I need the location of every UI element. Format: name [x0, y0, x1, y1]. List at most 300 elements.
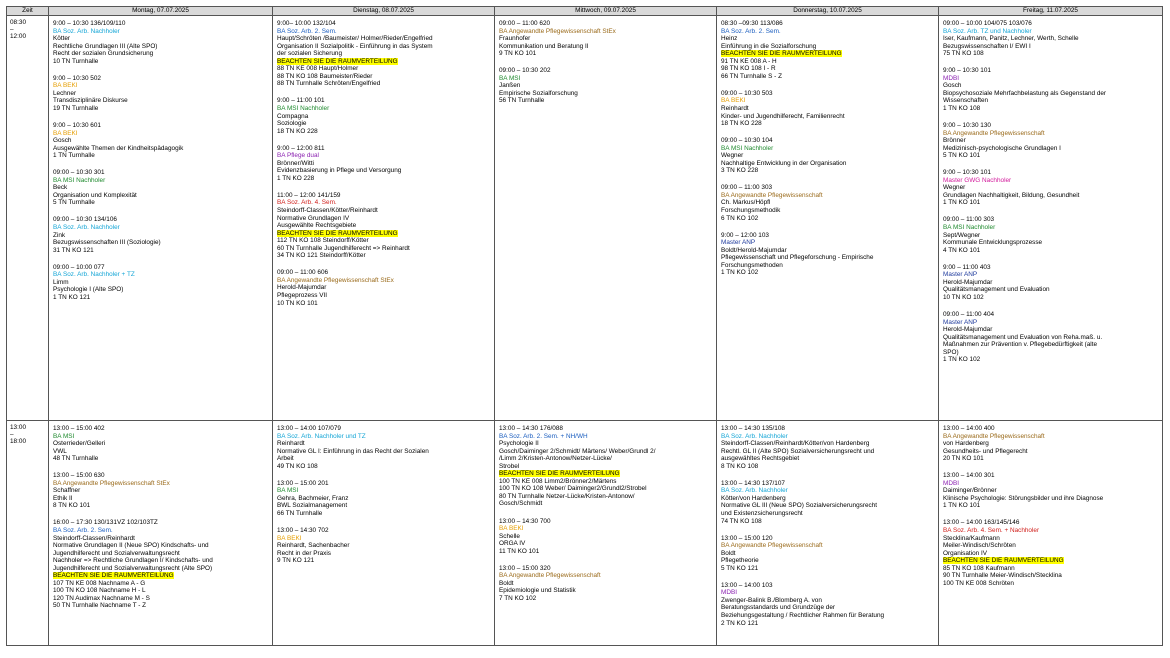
course-time: 13:00 – 15:00 201 [277, 479, 329, 487]
course-line: Brönner/Witti [277, 159, 314, 167]
course-entry [721, 90, 934, 128]
day-cell-thursday [717, 16, 939, 421]
course-line: Medizinisch-psychologische Grundlagen I [943, 144, 1061, 152]
course-program: BA Soz. Arb. 2. Sem. + NH/WH [499, 432, 588, 440]
course-line: Normative GL I: Einführung in das Recht der Sozialen [277, 447, 429, 455]
course-line: 7 TN KO 102 [499, 594, 537, 602]
course-line: Reinhardt [721, 104, 749, 112]
time-slot-text: – [10, 26, 14, 33]
course-line: 10 TN KO 101 [277, 299, 318, 307]
course-line: 100 TN KO 108 Weber/ Daiminger2/Grundl2/Strobel [499, 485, 647, 493]
course-line: Stecklina/Kaufmann [943, 534, 1000, 542]
header-day-monday: Montag, 07.07.2025 [49, 7, 273, 16]
course-line: Gosch [943, 82, 962, 90]
course-time: 13:00 – 14:00 163/145/146 [943, 519, 1020, 527]
course-entry [943, 216, 1158, 254]
course-line: 74 TN KO 108 [721, 517, 762, 525]
course-line: Steindorff-Classen/Reinhardt [53, 534, 135, 542]
course-line: Compagna [277, 112, 309, 120]
course-line: Ausgewählte Themen der Kindheitspädagogik [53, 144, 184, 152]
course-entry [721, 20, 934, 80]
course-program: BA Soz. Arb. 2. Sem. [53, 527, 113, 535]
course-line: 4 TN KO 101 [943, 246, 981, 254]
course-entry [499, 20, 712, 58]
course-line: Strobel [499, 462, 520, 470]
course-time: 13:00 – 15:00 630 [53, 472, 105, 480]
time-slot [7, 421, 49, 646]
course-entry [943, 122, 1158, 160]
course-line: Iser, Kaufmann, Panitz, Lechner, Werth, Schelle [943, 35, 1079, 43]
course-entry [943, 311, 1158, 364]
course-line: BWL Sozialmanagement [277, 502, 348, 510]
course-line: Ch. Markus/Höpfl [721, 199, 771, 207]
course-line: Limm [53, 278, 69, 286]
course-line: Qualitätsmanagement und Evaluation von Reha.maß. u. [943, 333, 1103, 341]
course-line: Forschungsmethoden [721, 261, 783, 269]
day-cell-friday [939, 16, 1163, 421]
course-entry [53, 216, 268, 254]
course-time: 09:00 – 11:00 303 [943, 216, 995, 224]
course-time: 09:00 – 10:30 202 [499, 67, 551, 75]
course-line: Schelle [499, 532, 520, 540]
course-program: BA MSI Nachholer [943, 224, 996, 232]
course-line: VWL [53, 447, 67, 455]
course-line: Rechtl. GL II (Alte SPO) Sozialversicherungsrecht und [721, 447, 875, 455]
course-line: Pflegetheorie [721, 557, 759, 565]
time-slot [7, 16, 49, 421]
course-line: 1 TN KO 101 [943, 502, 981, 510]
course-time: 13:00 – 14:00 400 [943, 425, 995, 432]
course-entry [53, 75, 268, 113]
course-entry [943, 20, 1158, 58]
course-line: Nachholer => Rechtliche Grundlagen I/ Kindschafts- und [53, 557, 213, 565]
course-line: 18 TN KO 228 [277, 127, 318, 135]
course-line: Boldt [721, 549, 736, 557]
course-program: BA MSI [277, 487, 299, 495]
course-line: 120 TN Audimax Nachname M - S [53, 594, 150, 602]
course-program: MDBI [721, 589, 737, 597]
course-entry [277, 480, 490, 518]
course-line: Herold-Majumdar [943, 278, 993, 286]
course-program: BA Angewandte Pflegewissenschaft StEx [277, 276, 394, 284]
course-entry [943, 67, 1158, 112]
course-line: 11 TN KO 101 [499, 547, 540, 555]
time-slot-text: – [10, 431, 14, 438]
course-line: Herold-Majumdar [943, 326, 993, 334]
course-line: Beratungsstandards und Grundzüge der [721, 604, 836, 612]
course-line: 48 TN Turnhalle [53, 455, 99, 463]
course-program: BA Soz. Arb. 2. Sem. [721, 27, 781, 35]
course-entry [277, 269, 490, 307]
course-line: Forschungsmethodik [721, 206, 781, 214]
course-line: 75 TN KO 108 [943, 50, 984, 58]
course-line: Daiminger/Brönner [943, 487, 997, 495]
course-line: 107 TN KE 008 Nachname A - G [53, 579, 146, 587]
course-time: 09:00 – 11:00 606 [277, 269, 329, 277]
course-time: 9:00 – 12:00 103 [721, 231, 769, 239]
course-line: Transdisziplinäre Diskurse [53, 97, 128, 105]
course-line: 112 TN KO 108 Steindorff/Kötter [277, 237, 369, 245]
course-time: 09:00 – 10:00 077 [53, 263, 105, 271]
room-notice [499, 470, 712, 478]
course-entry [721, 425, 934, 470]
header-time: Zeit [7, 7, 49, 16]
course-line: Normative GL III (Neue SPO) Sozialversicherungsrecht [721, 502, 878, 510]
course-time: 11:00 – 12:00 141/159 [277, 191, 341, 199]
course-line: 10 TN KO 102 [943, 293, 984, 301]
course-line: 1 TN KO 102 [943, 356, 981, 364]
course-program: BA BEKI [499, 525, 524, 533]
course-line: Bezugswissenschaften I/ EWI I [943, 42, 1031, 50]
course-line: 9 TN KO 101 [499, 50, 537, 58]
course-line: Ethik II [53, 494, 73, 502]
course-line: Boldt/Herold-Majumdar [721, 246, 787, 254]
course-time: 09:00 – 10:30 104 [721, 137, 773, 145]
time-block-row [7, 421, 1163, 646]
course-line: 3 TN KO 228 [721, 167, 759, 175]
course-program: BA BEKI [53, 129, 78, 137]
course-line: Gosch/Daiminger 2/Schmidt/ Märtens/ Weber/Grundl 2/ [499, 447, 656, 455]
course-line: Arbeit [277, 455, 294, 463]
course-line: Reinhardt [277, 440, 305, 448]
course-program: BA BEKI [277, 534, 302, 542]
room-notice-highlight: BEACHTEN SIE DIE RAUMVERTEILUNG [277, 229, 398, 237]
course-line: Boldt [499, 579, 514, 587]
course-line: SPO) [943, 348, 959, 356]
course-line: Fraunhofer [499, 35, 531, 43]
course-program: BA MSI [53, 432, 75, 440]
course-entry [721, 582, 934, 627]
day-cell-wednesday [495, 16, 717, 421]
course-line: Ausgewählte Rechtsgebiete [277, 222, 357, 230]
course-time: 16:00 – 17:30 130/131VZ 102/103TZ [53, 519, 158, 527]
course-line: 8 TN KO 101 [53, 502, 91, 510]
course-line: Gesundheits- und Pflegerecht [943, 447, 1028, 455]
course-program: BA MSI Nachholer [721, 144, 774, 152]
room-notice-highlight: BEACHTEN SIE DIE RAUMVERTEILUNG [721, 50, 842, 58]
course-time: 13:00 – 14:00 107/079 [277, 425, 341, 432]
course-line: Lechner [53, 89, 77, 97]
course-line: 34 TN KO 121 Steindorff/Kötter [277, 252, 366, 260]
course-line: der sozialen Sicherung [277, 50, 343, 58]
course-line: Kommunikation und Beratung II [499, 42, 589, 50]
course-time: 13:00 – 14:00 103 [721, 581, 773, 589]
course-program: BA BEKI [53, 82, 78, 90]
course-line: 5 TN KO 101 [943, 152, 981, 160]
course-line: 100 TN KO 108 Nachname H - L [53, 587, 146, 595]
course-line: 88 TN KO 108 Baumeister/Rieder [277, 72, 373, 80]
course-program: MDBI [943, 479, 959, 487]
course-line: Psychologie II [499, 440, 539, 448]
time-slot-text: 12:00 [10, 33, 26, 40]
course-program: BA Soz. Arb. Nachholer [721, 432, 788, 440]
course-entry [277, 425, 490, 470]
course-program: BA Soz. Arb. Nachholer [53, 224, 120, 232]
course-program: BA Angewandte Pflegewissenschaft StEx [499, 27, 616, 35]
course-line: 31 TN KO 121 [53, 246, 94, 254]
course-line: Normative Grundlagen II (Neue SPO) Kindschafts- und [53, 542, 209, 550]
course-line: Herold-Majumdar [277, 284, 327, 292]
time-slot-text: 08:30 [10, 19, 26, 26]
course-line: Zink [53, 231, 66, 239]
course-line: Haupt/Schröten /Baumeister/ Holmer/Rieder/Engelfried [277, 35, 433, 43]
course-line: Epidemiologie und Statistik [499, 587, 576, 595]
course-line: 8 TN KO 108 [721, 462, 759, 470]
room-notice [943, 557, 1158, 565]
course-time: 13:00 – 15:00 402 [53, 425, 105, 432]
course-time: 9:00 – 10:30 101 [943, 67, 991, 75]
course-line: Pflegewissenschaft und Pflegeforschung - Empirische [721, 254, 874, 262]
course-line: Soziologie [277, 120, 307, 128]
course-line: Einführung in die Sozialforschung [721, 42, 817, 50]
course-line: Klinische Psychologie: Störungsbilder und ihre Diagnose [943, 494, 1104, 502]
course-line: 98 TN KO 108 I - R [721, 65, 776, 73]
course-time: 09:00 – 10:30 301 [53, 169, 105, 177]
course-line: 1 TN KO 102 [721, 269, 759, 277]
course-program: BA Angewandte Pflegewissenschaft StEx [53, 479, 170, 487]
course-entry [277, 192, 490, 260]
room-notice-highlight: BEACHTEN SIE DIE RAUMVERTEILUNG [277, 57, 398, 65]
course-program: BA MSI Nachholer [277, 104, 330, 112]
header-day-tuesday: Dienstag, 08.07.2025 [273, 7, 495, 16]
course-line: 66 TN Turnhalle S - Z [721, 72, 782, 80]
course-entry [943, 264, 1158, 302]
course-time: 9:00 – 11:00 101 [277, 97, 325, 105]
course-line: Normative Grundlagen IV [277, 214, 350, 222]
course-time: 08:30 –09:30 113/086 [721, 20, 783, 27]
course-entry [721, 184, 934, 222]
course-line: /Limm 2/Kristen-Antonow/Netzer-Lücke/ [499, 455, 612, 463]
course-line: Nachhaltige Entwicklung in der Organisation [721, 159, 847, 167]
course-line: Recht der sozialen Grundsicherung [53, 50, 154, 58]
header-day-wednesday: Mittwoch, 09.07.2025 [495, 7, 717, 16]
course-line: 80 TN Turnhalle Netzer-Lücke/Kristen-Antonow/ [499, 492, 635, 500]
course-program: BA Soz. Arb. Nachholer + TZ [53, 271, 135, 279]
course-line: Kommunale Entwicklungsprozesse [943, 239, 1043, 247]
course-time: 9:00 – 11:00 403 [943, 263, 991, 271]
course-entry [499, 425, 712, 508]
course-line: 2 TN KO 121 [721, 619, 759, 627]
course-entry [721, 137, 934, 175]
course-line: 20 TN KO 101 [943, 455, 984, 463]
course-line: Osterrieder/Gelleri [53, 440, 106, 448]
course-line: 19 TN Turnhalle [53, 104, 99, 112]
course-line: Gehra, Bachmeier, Franz [277, 494, 349, 502]
course-program: BA Angewandte Pflegewissenschaft [499, 572, 601, 580]
day-cell-friday [939, 421, 1163, 646]
course-program: BA Soz. Arb. TZ und Nachholer [943, 27, 1032, 35]
course-program: BA Soz. Arb. 4. Sem. [277, 199, 337, 207]
course-line: Grundlagen Nachhaltigkeit, Bildung, Gesundheit [943, 191, 1080, 199]
course-line: 88 TN KE 008 Haupt/Holmer [277, 65, 359, 73]
course-entry [277, 145, 490, 183]
room-notice-highlight: BEACHTEN SIE DIE RAUMVERTEILUNG [53, 572, 174, 580]
course-time: 09:00 – 11:00 303 [721, 184, 773, 192]
course-time: 9:00 – 10:30 101 [943, 169, 991, 177]
course-time: 13:00 – 14:30 700 [499, 517, 551, 525]
course-line: 91 TN KE 008 A - H [721, 57, 777, 65]
course-time: 13:00 – 14:30 135/108 [721, 425, 785, 432]
course-line: 1 TN Turnhalle [53, 152, 95, 160]
course-line: 18 TN KO 228 [721, 120, 762, 128]
course-entry [943, 169, 1158, 207]
course-line: Jugendhilferecht und Sozialverwaltungsrecht [53, 549, 180, 557]
course-line: 5 TN Turnhalle [53, 199, 95, 207]
course-entry [499, 565, 712, 603]
header-day-friday: Freitag, 11.07.2025 [939, 7, 1163, 16]
course-time: 13:00 – 14:30 176/088 [499, 425, 563, 432]
course-line: Wegner [721, 152, 744, 160]
course-entry [943, 519, 1158, 587]
course-line: 5 TN KO 121 [721, 564, 759, 572]
time-block-row [7, 16, 1163, 421]
course-line: Sept/Wegner [943, 231, 981, 239]
course-line: 1 TN KO 101 [943, 199, 981, 207]
timetable [6, 6, 1163, 646]
course-line: Wegner [943, 184, 966, 192]
course-program: BA Angewandte Pflegewissenschaft [943, 432, 1045, 440]
course-line: Brönner [943, 137, 966, 145]
course-line: Heinz [721, 35, 738, 43]
course-line: ORGA IV [499, 540, 526, 548]
course-line: Gosch/Schmidt [499, 500, 543, 508]
course-line: Organisation und Komplexität [53, 191, 137, 199]
course-entry [721, 535, 934, 573]
course-line: Kötter/von Hardenberg [721, 494, 786, 502]
course-entry [943, 425, 1158, 463]
course-time: 09:00 – 11:00 620 [499, 20, 551, 27]
course-time: 09:00 – 10:00 104/075 103/076 [943, 20, 1032, 27]
course-line: 6 TN KO 102 [721, 214, 759, 222]
course-entry [53, 20, 268, 65]
course-line: Recht in der Praxis [277, 549, 331, 557]
course-program: BA MSI [499, 74, 521, 82]
course-entry [277, 97, 490, 135]
course-time: 09:00 – 10:30 134/106 [53, 216, 117, 224]
course-line: Psychologie I (Alte SPO) [53, 286, 124, 294]
course-line: Kinder- und Jugendhilferecht, Familienrecht [721, 112, 845, 120]
course-program: BA Soz. Arb. 2. Sem. [277, 27, 337, 35]
course-time: 9:00 – 10:30 502 [53, 74, 101, 82]
course-line: Gosch [53, 137, 72, 145]
course-time: 9:00 – 10:30 130 [943, 122, 991, 130]
course-entry [277, 527, 490, 565]
course-program: MDBI [943, 74, 959, 82]
course-program: BA Angewandte Pflegewissenschaft [943, 129, 1045, 137]
course-line: 88 TN Turnhalle Schröten/Engelfried [277, 80, 381, 88]
course-line: 50 TN Turnhalle Nachname T - Z [53, 602, 147, 610]
course-time: 09:00 – 10:30 503 [721, 89, 773, 97]
course-program: BA Angewandte Pflegewissenschaft [721, 542, 823, 550]
course-entry [53, 472, 268, 510]
course-line: 1 TN KO 108 [943, 104, 981, 112]
course-line: Maßnahmen zur Prävention v. Pflegebedürftigkeit (alte [943, 341, 1098, 349]
course-line: Wissenschaften [943, 97, 989, 105]
day-cell-wednesday [495, 421, 717, 646]
course-program: Master GWG Nachholer [943, 176, 1012, 184]
course-line: 90 TN Turnhalle Meier-Windisch/Stecklina [943, 572, 1062, 580]
course-program: BA Soz. Arb. Nachholer [53, 27, 120, 35]
course-line: Zwenger-Balink B./Blomberg A. von [721, 596, 822, 604]
time-slot-text: 18:00 [10, 438, 26, 445]
course-program: BA Soz. Arb. Nachholer [721, 487, 788, 495]
course-line: Rechtliche Grundlagen III (Alte SPO) [53, 42, 158, 50]
day-cell-tuesday [273, 16, 495, 421]
course-line: Beck [53, 184, 68, 192]
course-program: Master ANP [943, 318, 978, 326]
course-line: Organisation IV [943, 549, 988, 557]
course-time: 9:00– 10:00 132/104 [277, 20, 336, 27]
course-line: Reinhardt, Sachenbacher [277, 542, 350, 550]
course-entry [721, 480, 934, 525]
course-line: 100 TN KE 008 Schröten [943, 579, 1014, 587]
course-line: und Existenzsicherungsrecht [721, 509, 803, 517]
course-time: 13:00 – 15:00 320 [499, 564, 551, 572]
course-program: Master ANP [721, 239, 756, 247]
course-line: 85 TN KO 108 Kaufmann [943, 564, 1015, 572]
course-line: 49 TN KO 108 [277, 462, 318, 470]
course-entry [943, 472, 1158, 510]
course-line: Steindorff-Classen/Kötter/Reinhardt [277, 206, 378, 214]
course-time: 9:00 – 10:30 601 [53, 122, 101, 130]
course-time: 9:00 – 10:30 136/109/110 [53, 20, 126, 27]
course-entry [277, 20, 490, 88]
course-entry [53, 425, 268, 463]
header-row [7, 7, 1163, 16]
course-time: 13:00 – 15:00 120 [721, 534, 773, 542]
course-line: 10 TN Turnhalle [53, 57, 99, 65]
course-line: Meiler-Windisch/Schröten [943, 542, 1016, 550]
room-notice [721, 50, 934, 58]
course-entry [53, 264, 268, 302]
course-line: 60 TN Turnhalle Jugendhilferecht => Reinhardt [277, 244, 410, 252]
course-entry [499, 67, 712, 105]
course-program: BA MSI Nachholer [53, 176, 106, 184]
course-line: Beziehungsgestaltung / Rechtlicher Rahmen für Beratung [721, 611, 885, 619]
course-line: 56 TN Turnhalle [499, 97, 545, 105]
course-line: 1 TN KO 228 [277, 174, 315, 182]
course-line: Qualitätsmanagement und Evaluation [943, 286, 1050, 294]
course-line: von Hardenberg [943, 440, 989, 448]
day-cell-monday [49, 421, 273, 646]
room-notice-highlight: BEACHTEN SIE DIE RAUMVERTEILUNG [943, 557, 1064, 565]
course-line: Kötter [53, 35, 71, 43]
course-time: 09:00 – 11:00 404 [943, 310, 995, 318]
header-day-thursday: Donnerstag, 10.07.2025 [717, 7, 939, 16]
course-line: 1 TN KO 121 [53, 293, 91, 301]
course-line: Pflegeprozess VII [277, 291, 328, 299]
course-program: Master ANP [943, 271, 978, 279]
room-notice [277, 58, 490, 66]
day-cell-monday [49, 16, 273, 421]
course-program: BA Angewandte Pflegewissenschaft [721, 191, 823, 199]
course-line: Bezugswissenschaften III (Soziologie) [53, 239, 161, 247]
course-line: Biopsychosoziale Mehrfachbelastung als Gegenstand der [943, 89, 1107, 97]
course-line: Evidenzbasierung in Pflege und Versorgung [277, 167, 402, 175]
course-entry [499, 518, 712, 556]
course-line: 100 TN KE 008 Limm2/Brönner2/Märtens [499, 477, 617, 485]
course-line: Steindorff-Classen/Reinhardt/Kötter/von Hardenberg [721, 440, 870, 448]
course-line: Empirische Sozialforschung [499, 89, 578, 97]
course-time: 13:00 – 14:30 702 [277, 527, 329, 535]
course-entry [53, 519, 268, 610]
course-time: 13:00 – 14:30 137/107 [721, 479, 785, 487]
course-entry [721, 232, 934, 277]
course-line: ausgewähltes Rechtsgebiet [721, 455, 800, 463]
course-line: 66 TN Turnhalle [277, 509, 323, 517]
course-line: Janßen [499, 82, 521, 90]
course-line: Jugendhilferecht und Sozialverwaltungsrecht (Alte SPO) [53, 564, 213, 572]
